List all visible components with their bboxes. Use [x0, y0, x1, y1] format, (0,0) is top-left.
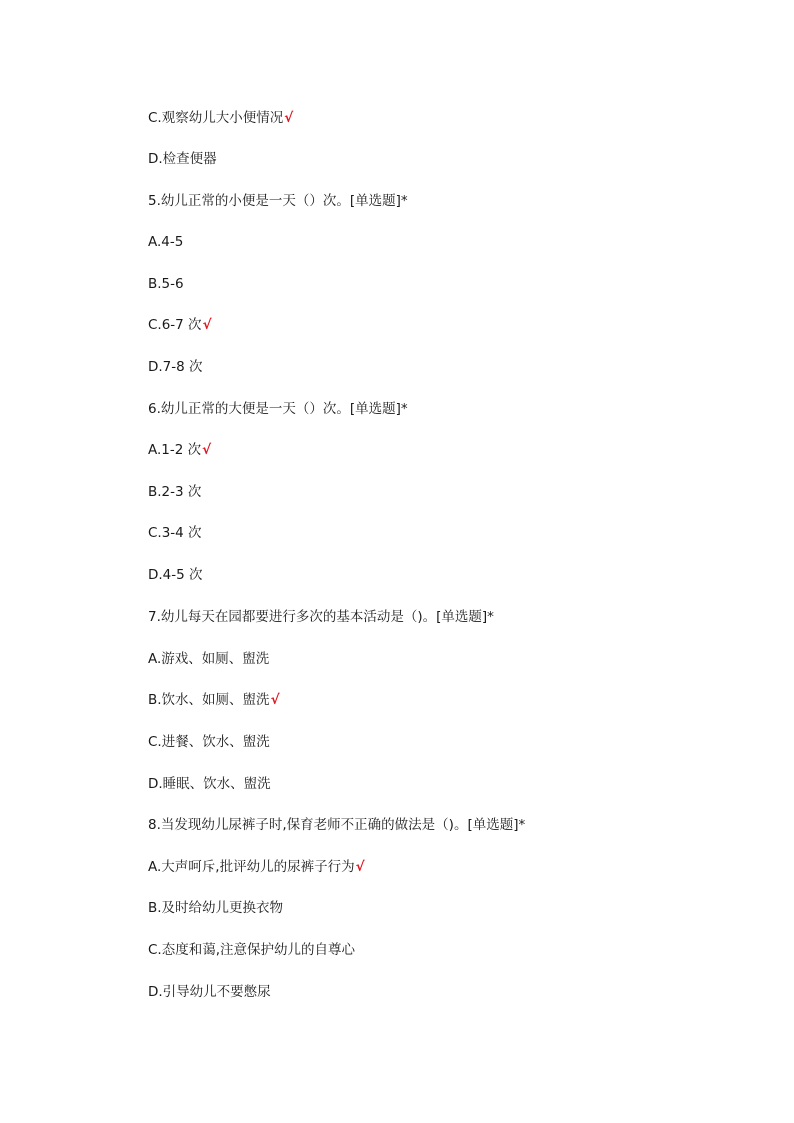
option-line [148, 689, 280, 711]
option-line [148, 148, 218, 170]
line-text: B.饮水、如厕、盥洗 [148, 692, 270, 708]
line-text: 7.幼儿每天在园都要进行多次的基本活动是（)。[单选题]* [148, 609, 494, 625]
line-text: C.态度和蔼,注意保护幼儿的自尊心 [148, 942, 356, 958]
option-line [148, 107, 293, 129]
line-text: B.5-6 [148, 276, 184, 292]
line-text: A.1-2 次 [148, 442, 202, 458]
question-line [148, 190, 409, 212]
line-text: D.4-5 次 [148, 567, 203, 583]
question-line [148, 606, 495, 628]
line-text: D.检查便器 [148, 151, 217, 167]
line-text: D.7-8 次 [148, 359, 203, 375]
line-text: C.进餐、饮水、盥洗 [148, 734, 270, 750]
question-line [148, 814, 526, 836]
option-line [148, 939, 356, 961]
option-line [148, 897, 284, 919]
question-line [148, 398, 409, 420]
option-line [148, 231, 184, 253]
correct-check-mark: √ [202, 317, 212, 333]
line-text: C.观察幼儿大小便情况 [148, 110, 284, 126]
option-line [148, 856, 365, 878]
correct-check-mark: √ [284, 110, 294, 126]
line-text: D.睡眠、饮水、盥洗 [148, 776, 271, 792]
option-line [148, 564, 204, 586]
line-text: A.游戏、如厕、盥洗 [148, 651, 270, 667]
line-text: B.及时给幼儿更换衣物 [148, 900, 284, 916]
line-text: 5.幼儿正常的小便是一天（）次。[单选题]* [148, 193, 408, 209]
option-line [148, 439, 211, 461]
option-line [148, 981, 272, 1003]
line-text: A.4-5 [148, 234, 184, 250]
correct-check-mark: √ [355, 859, 365, 875]
option-line [148, 522, 203, 544]
line-text: 6.幼儿正常的大便是一天（）次。[单选题]* [148, 401, 408, 417]
line-text: 8.当发现幼儿尿裤子时,保育老师不正确的做法是（)。[单选题]* [148, 817, 526, 833]
option-line [148, 648, 270, 670]
line-text: C.6-7 次 [148, 317, 202, 333]
line-text: A.大声呵斥,批评幼儿的尿裤子行为 [148, 859, 355, 875]
line-text: B.2-3 次 [148, 484, 202, 500]
line-text: D.引导幼儿不要憋尿 [148, 984, 271, 1000]
option-line [148, 731, 271, 753]
option-line [148, 773, 272, 795]
option-line [148, 356, 204, 378]
option-line [148, 481, 202, 503]
correct-check-mark: √ [270, 692, 280, 708]
line-text: C.3-4 次 [148, 525, 202, 541]
correct-check-mark: √ [202, 442, 212, 458]
option-line [148, 273, 185, 295]
option-line [148, 314, 212, 336]
